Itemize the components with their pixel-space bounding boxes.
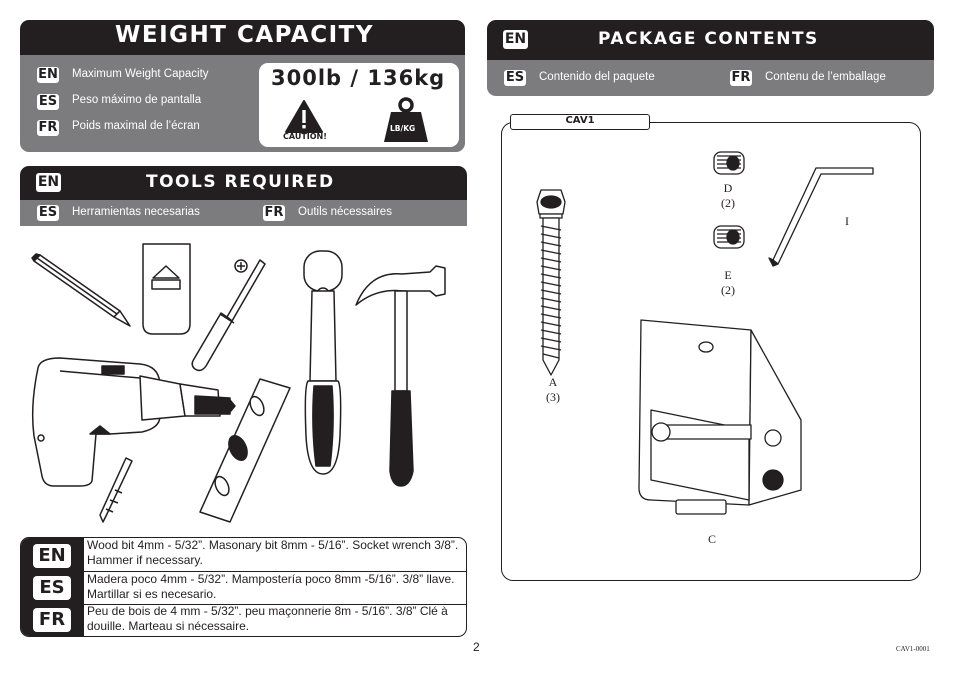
weight-value: 300lb / 136kg [271,66,446,90]
lang-badge-fr: FR [38,120,58,135]
parts-illustration [501,130,921,580]
instructions-lang-es: ES [33,576,71,600]
set-screw-d-icon [714,152,744,174]
part-letter: I [845,214,849,228]
part-label-e [713,268,743,298]
lang-badge-es: ES [38,94,58,109]
tools-lang-badge-es: ES [38,205,58,220]
part-label-d [713,181,743,211]
part-letter: A [548,375,558,389]
package-fr-text: Contenu de l’emballage [765,71,886,83]
bracket-icon [639,320,801,514]
instructions-en-text: Wood bit 4mm - 5/32”. Masonary bit 8mm - 5/16”. Socket wrench 3/8”. Hammer if necessary. [87,538,459,567]
tools-subheader [20,200,467,226]
part-label-c [697,532,727,547]
lag-screw-icon [537,190,565,375]
weight-icon-label: LB/KG [390,124,416,133]
weight-value-box [259,63,459,147]
lang-badge-en: EN [38,67,58,82]
page-number: 2 [473,640,480,654]
weight-icon [383,96,429,144]
document-code: CAV1-0001 [896,645,930,653]
tools-lang-badge-en: EN [37,174,60,190]
kit-label: CAV1 [510,114,650,130]
part-label-i [832,214,862,229]
tools-fr-text: Outils nécessaires [298,206,392,218]
set-screw-e-icon [714,226,744,248]
instructions-lang-en: EN [33,544,71,568]
part-qty: (3) [546,390,560,404]
package-lang-badge-en: EN [504,31,527,47]
part-label-a [538,375,568,405]
socket-wrench-icon [304,251,342,474]
part-letter: C [707,532,716,546]
caution-icon [284,99,324,135]
stud-finder-icon [143,244,190,334]
instructions-table [20,537,467,637]
part-letter: E [724,268,732,282]
part-letter: D [723,181,733,195]
part-qty: (2) [721,283,735,297]
pencil-icon [32,254,130,326]
tools-title: TOOLS REQUIRED [146,172,335,192]
instructions-lang-fr: FR [33,608,71,632]
drill-bit-icon [100,458,132,522]
part-qty: (2) [721,196,735,210]
package-subheader [487,60,934,96]
tools-lang-badge-fr: FR [264,205,284,220]
package-es-text: Contenido del paquete [539,71,655,83]
weight-capacity-fr-text: Poids maximal de l’écran [72,120,200,132]
caution-label: CAUTION! [283,132,327,141]
weight-capacity-title: WEIGHT CAPACITY [115,22,374,48]
weight-capacity-en-text: Maximum Weight Capacity [72,68,209,80]
package-title: PACKAGE CONTENTS [598,29,819,49]
instructions-es-text: Madera poco 4mm - 5/32”. Mampostería poco 8mm -5/16”. 3/8” llave. Martillar si es necesario. [87,572,455,601]
tools-illustration [20,236,470,531]
weight-capacity-header [20,20,465,55]
tools-header [20,166,467,200]
package-lang-badge-fr: FR [731,70,751,85]
tools-es-text: Herramientas necesarias [72,206,200,218]
weight-capacity-es-text: Peso máximo de pantalla [72,94,202,106]
hammer-icon [356,266,445,486]
drill-icon [33,358,235,486]
instructions-fr-text: Peu de bois de 4 mm - 5/32”. peu maçonnerie 8m - 5/16”. 3/8” Clé à douille. Marteau si nécessaire. [87,604,448,633]
package-lang-badge-es: ES [505,70,525,85]
screwdriver-icon [192,260,265,370]
package-header [487,20,934,60]
